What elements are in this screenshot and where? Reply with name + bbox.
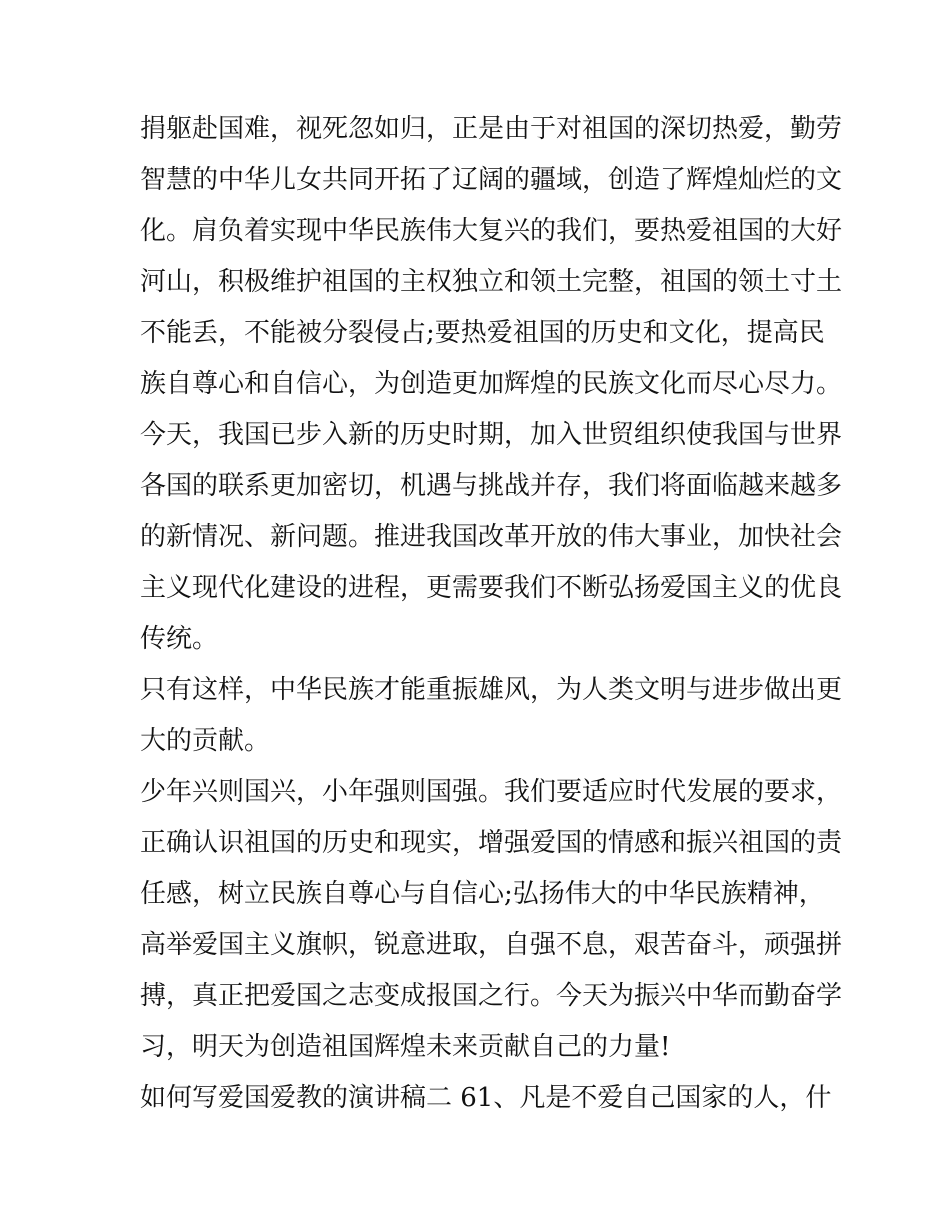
text-line: 少年兴则国兴，小年强则国强。我们要适应时代发展的要求， [140, 777, 843, 807]
text-line: 各国的联系更加密切，机遇与挑战并存，我们将面临越来越多 [140, 471, 843, 501]
text-line: 主义现代化建设的进程，更需要我们不断弘扬爱国主义的优良 [140, 573, 843, 603]
text-line: 的新情况、新问题。推进我国改革开放的伟大事业，加快社会 [140, 522, 843, 552]
text-line: 智慧的中华儿女共同开拓了辽阔的疆域，创造了辉煌灿烂的文 [140, 165, 843, 195]
text-line: 高举爱国主义旗帜，锐意进取，自强不息，艰苦奋斗，顽强拼 [140, 930, 843, 960]
text-line: 任感，树立民族自尊心与自信心;弘扬伟大的中华民族精神， [140, 879, 825, 909]
text-line: 河山，积极维护祖国的主权独立和领土完整，祖国的领土寸土 [140, 267, 843, 297]
text-line: 不能丢，不能被分裂侵占;要热爱祖国的历史和文化，提高民 [140, 318, 825, 348]
text-line: 如何写爱国爱教的演讲稿二 61、凡是不爱自己国家的人，什 [140, 1083, 832, 1113]
document-body [140, 104, 843, 1124]
text-line: 化。肩负着实现中华民族伟大复兴的我们，要热爱祖国的大好 [140, 216, 843, 246]
text-line: 捐躯赴国难，视死忽如归，正是由于对祖国的深切热爱，勤劳 [140, 114, 843, 144]
text-line: 搏，真正把爱国之志变成报国之行。今天为振兴中华而勤奋学 [140, 981, 843, 1011]
text-line: 正确认识祖国的历史和现实，增强爱国的情感和振兴祖国的责 [140, 828, 843, 858]
text-line: 大的贡献。 [140, 726, 271, 756]
text-line: 传统。 [140, 624, 219, 654]
text-line: 今天，我国已步入新的历史时期，加入世贸组织使我国与世界 [140, 420, 843, 450]
text-line: 只有这样，中华民族才能重振雄风，为人类文明与进步做出更 [140, 675, 843, 705]
text-line: 习，明天为创造祖国辉煌未来贡献自己的力量! [140, 1032, 671, 1062]
text-line: 族自尊心和自信心，为创造更加辉煌的民族文化而尽心尽力。 [140, 369, 843, 399]
